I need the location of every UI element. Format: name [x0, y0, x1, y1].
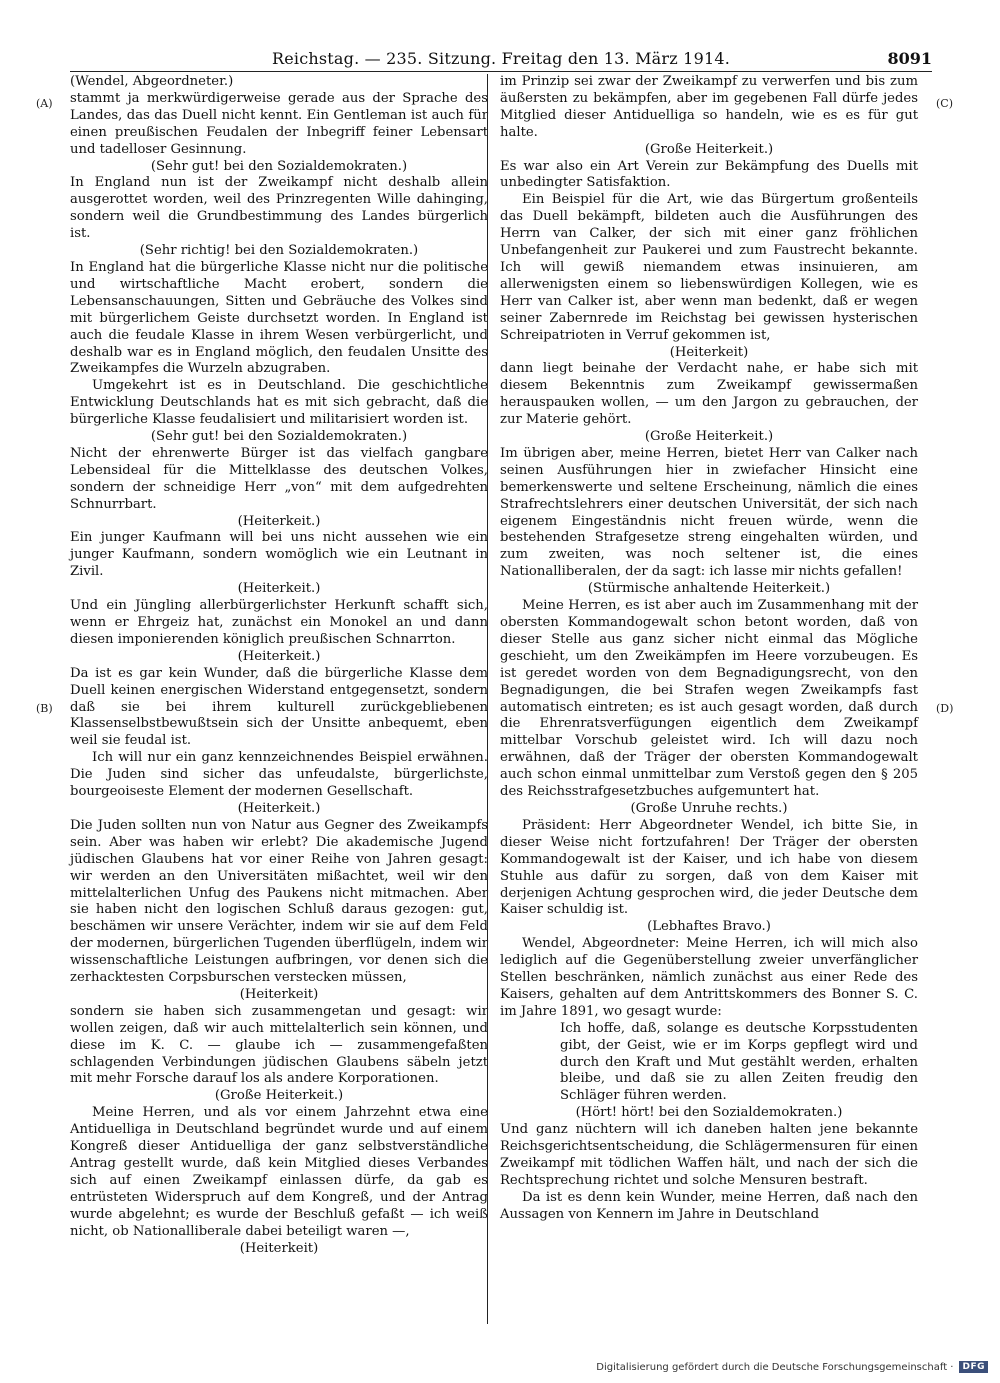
interjection: (Heiterkeit.) [237, 581, 321, 597]
paragraph: Ein Beispiel für die Art, wie das Bürgertum großenteils das Duell bekämpft, bildeten auch die Ausführungen des Herrn van Calker, der sich mit einer ganz fröhlichen Unbefangenheit zur Paukerei und zum Faustrecht bekannte. Ich will gewiß niemandem etwas insinuieren, am allerwenigsten einem so liebenswürdigen Kollegen, wie es Herr van Calker ist, aber wenn man bedenkt, daß er wegen seiner Zabernrede im Reichstag bei gewissen hysterischen Schreipatrioten in Verruf gekommen ist, [500, 192, 918, 343]
interjection: (Große Heiterkeit.) [644, 141, 774, 157]
funding-credit: Digitalisierung gefördert durch die Deutsche Forschungsgemeinschaft · [596, 1361, 954, 1373]
interjection: (Heiterkeit) [669, 344, 749, 360]
interjection: (Stürmische anhaltende Heiterkeit.) [587, 581, 831, 597]
left-column [70, 74, 488, 1257]
dfg-logo: DFG [959, 1361, 988, 1373]
column-divider [487, 74, 488, 1324]
interjection: (Heiterkeit.) [237, 800, 321, 816]
interjection: (Sehr gut! bei den Sozialdemokraten.) [150, 429, 408, 445]
paragraph: Meine Herren, es ist aber auch im Zusammenhang mit der obersten Kommandogewalt schon betont worden, daß von dieser Stelle aus ganz sicher nicht einmal das Mögliche geschieht, um den Zweikämpfen im Heere vorzubeugen. Es ist geredet worden von dem Begnadigungsrecht, von den Begnadigungen, die bei Strafen wegen Zweikampfs fast automatisch eintreten; es ist auch gesagt worden, daß durch die Ehrenratsverfügungen eigentlich dem Zweikampf mittelbar Vorschub geleistet wird. Ich will dazu noch erwähnen, daß der Träger der obersten Kommandogewalt auch schon einmal unmittelbar zum Verstoß gegen den § 205 des Reichsstrafgesetzbuches aufgemuntert hat. [500, 598, 918, 800]
margin-marker-a: (A) [36, 97, 53, 110]
paragraph: dann liegt beinahe der Verdacht nahe, er habe sich mit diesem Bekenntnis zum Zweikampf gewissermaßen herauspauken wollen, — um den Jargon zu gebrauchen, der zur Materie gehört. [500, 361, 918, 428]
paragraph: Umgekehrt ist es in Deutschland. Die geschichtliche Entwicklung Deutschlands hat es mit sich gebracht, daß die bürgerliche Klasse feudalisiert und militarisiert worden ist. [70, 378, 488, 428]
interjection: (Sehr richtig! bei den Sozialdemokraten.) [139, 243, 419, 259]
paragraph: Da ist es denn kein Wunder, meine Herren, daß nach den Aussagen von Kennern im Jahre in Deutschland [500, 1189, 918, 1222]
page-number: 8091 [887, 49, 932, 68]
speaker-line: (Wendel, Abgeordneter.) [70, 74, 234, 89]
quotation: Ich hoffe, daß, solange es deutsche Korpsstudenten gibt, der Geist, wie er im Korps gepflegt wird und durch den Kraft und Mut gestählt werden, erhalten bleibe, und daß sie zu allen Zeiten freudig den Schläger führen werden. [560, 1020, 918, 1104]
paragraph: Ich will nur ein ganz kennzeichnendes Beispiel erwähnen. Die Juden sind sicher das unfeudalste, bürgerlichste, bourgeoiseste Element der modernen Gesellschaft. [70, 750, 488, 800]
running-title: Reichstag. — 235. Sitzung. Freitag den 13. März 1914. [271, 49, 730, 68]
paragraph: Präsident: Herr Abgeordneter Wendel, ich bitte Sie, in dieser Weise nicht fortzufahren! Der Träger der obersten Kommandogewalt ist der Kaiser, und ich habe von diesem Stuhle aus dafür zu sorgen, daß von dem Kaiser mit derjenigen Achtung gesprochen wird, die jeder Deutsche dem Kaiser schuldig ist. [500, 817, 918, 918]
paragraph: In England nun ist der Zweikampf nicht deshalb allein ausgerottet worden, weil des Prinzregenten Wille dahinging, sondern weil die Grundbestimmung des Landes bürgerlich ist. [70, 175, 488, 242]
margin-marker-c: (C) [936, 97, 953, 110]
interjection: (Große Unruhe rechts.) [630, 800, 788, 816]
paragraph: Nicht der ehrenwerte Bürger ist das vielfach gangbare Lebensideal für die Mittelklasse des deutschen Volkes, sondern der schneidige Herr „von“ mit dem aufgedrehten Schnurrbart. [70, 445, 488, 512]
paragraph: In England hat die bürgerliche Klasse nicht nur die politische und wirtschaftliche Macht erobert, sondern die Lebensanschauungen, Sitten und Gebräuche des Volkes sind mit bürgerlichem Geiste durchsetzt worden. In England ist auch die feudale Klasse in ihrem Wesen verbürgerlicht, und deshalb war es in England möglich, den feudalen Unsitte des Zweikampfes die Wurzeln abzugraben. [70, 259, 488, 377]
paragraph: sondern sie haben sich zusammengetan und gesagt: wir wollen zeigen, daß wir auch mittelalterlich sein können, und diese im K. C. — glaube ich — zusammengefaßten schlagenden Verbindungen jüdischen Glaubens säbeln jetzt mit mehr Forsche darauf los als andere Korporationen. [70, 1003, 488, 1087]
paragraph: Ein junger Kaufmann will bei uns nicht aussehen wie ein junger Kaufmann, sondern womöglich wie ein Leutnant in Zivil. [70, 530, 488, 580]
paragraph: Und ein Jüngling allerbürgerlichster Herkunft schafft sich, wenn er Ehrgeiz hat, zunächst ein Monokel an und dann diesen imponierenden königlich preußischen Schnarrton. [70, 598, 488, 647]
paragraph: Die Juden sollten nun von Natur aus Gegner des Zweikampfs sein. Aber was haben wir erlebt? Die akademische Jugend jüdischen Glaubens hat vor einer Reihe von Jahren gesagt: wir werden an den Universitäten mißachtet, weil wir den mittelalterlichen Unfug des Paukens nicht mitmachen. Aber sie haben nicht den logischen Schluß daraus gezogen: gut, beschämen wir unsere Verächter, indem wir sie auf dem Feld der modernen, bürgerlichen Tugenden überflügeln, indem wir wissenschaftliche Leistungen aufbringen, vor denen sich die zerhacktesten Corpsburschen verstecken müssen, [70, 817, 488, 986]
margin-marker-b: (B) [36, 702, 53, 715]
paragraph: Und ganz nüchtern will ich daneben halten jene bekannte Reichsgerichtsentscheidung, die Schlägermensuren für einen Zweikampf mit tödlichen Waffen hält, und nach der sich die Rechtsprechung richtet und solche Mensuren bestraft. [500, 1122, 918, 1188]
paragraph: stammt ja merkwürdigerweise gerade aus der Sprache des Landes, das das Duell nicht kennt. Ein Gentleman ist auch für einen preußischen Feudalen der Inbegriff feiner Lebensart und tadelloser Gesinnung. [70, 90, 488, 157]
paragraph: Im übrigen aber, meine Herren, bietet Herr van Calker nach seinen Ausführungen hier in zwiefacher Hinsicht eine bemerkenswerte und seltene Erscheinung, nämlich die eines Strafrechtslehrers einer deutschen Universität, der sich nach eigenem Eingeständnis nicht freuen würde, wenn die bestehenden Strafgesetze streng eingehalten würden, und zum zweiten, was noch seltener ist, die eines Nationalliberalen, der da sagt: ich lasse mir nichts gefallen! [500, 445, 918, 580]
right-column [500, 74, 918, 1224]
paragraph: Da ist es gar kein Wunder, daß die bürgerliche Klasse dem Duell keinen energischen Widerstand entgegensetzt, sondern daß sie bei ihrem kulturell zurückgebliebenen Klassenselbstbewußtsein sich der Unsitte anbequemt, eben weil sie feudal ist. [70, 665, 488, 749]
interjection: (Große Heiterkeit.) [214, 1088, 344, 1104]
interjection: (Heiterkeit.) [237, 513, 321, 529]
interjection: (Heiterkeit) [239, 1240, 319, 1256]
interjection: (Lebhaftes Bravo.) [647, 919, 771, 935]
paragraph: Meine Herren, und als vor einem Jahrzehnt etwa eine Antiduelliga in Deutschland begründet wurde und auf einem Kongreß dieser Antiduelliga der ganz selbstverständliche Antrag gestellt wurde, daß kein Mitglied dieses Verbandes sich auf einen Zweikampf einlassen dürfe, da gab es entrüsteten Widerspruch auf dem Kongreß, und der Antrag wurde abgelehnt; es wurde der Beschluß gefaßt — ich weiß nicht, ob Nationalliberale dabei beteiligt waren —, [70, 1105, 488, 1239]
header-rule [70, 71, 932, 72]
paragraph: im Prinzip sei zwar der Zweikampf zu verwerfen und bis zum äußersten zu bekämpfen, aber im gegebenen Fall dürfe jedes Mitglied dieser Antiduelliga so handeln, wie es es für gut halte. [500, 74, 918, 140]
running-header [70, 48, 932, 70]
interjection: (Große Heiterkeit.) [644, 429, 774, 445]
interjection: (Hört! hört! bei den Sozialdemokraten.) [575, 1105, 843, 1121]
interjection: (Heiterkeit) [239, 986, 319, 1002]
interjection: (Sehr gut! bei den Sozialdemokraten.) [150, 158, 408, 174]
interjection: (Heiterkeit.) [237, 648, 321, 664]
paragraph: Es war also ein Art Verein zur Bekämpfung des Duells mit unbedingter Satisfaktion. [500, 158, 918, 191]
paragraph: Wendel, Abgeordneter: Meine Herren, ich will mich also lediglich auf die Gegenüberstellung zweier unverfänglicher Stellen beschränken, nämlich zunächst aus einer Rede des Kaisers, gehalten auf dem Antrittskommers des Bonner S. C. im Jahre 1891, wo gesagt wurde: [500, 936, 918, 1019]
footer [596, 1361, 988, 1373]
margin-marker-d: (D) [936, 702, 954, 715]
